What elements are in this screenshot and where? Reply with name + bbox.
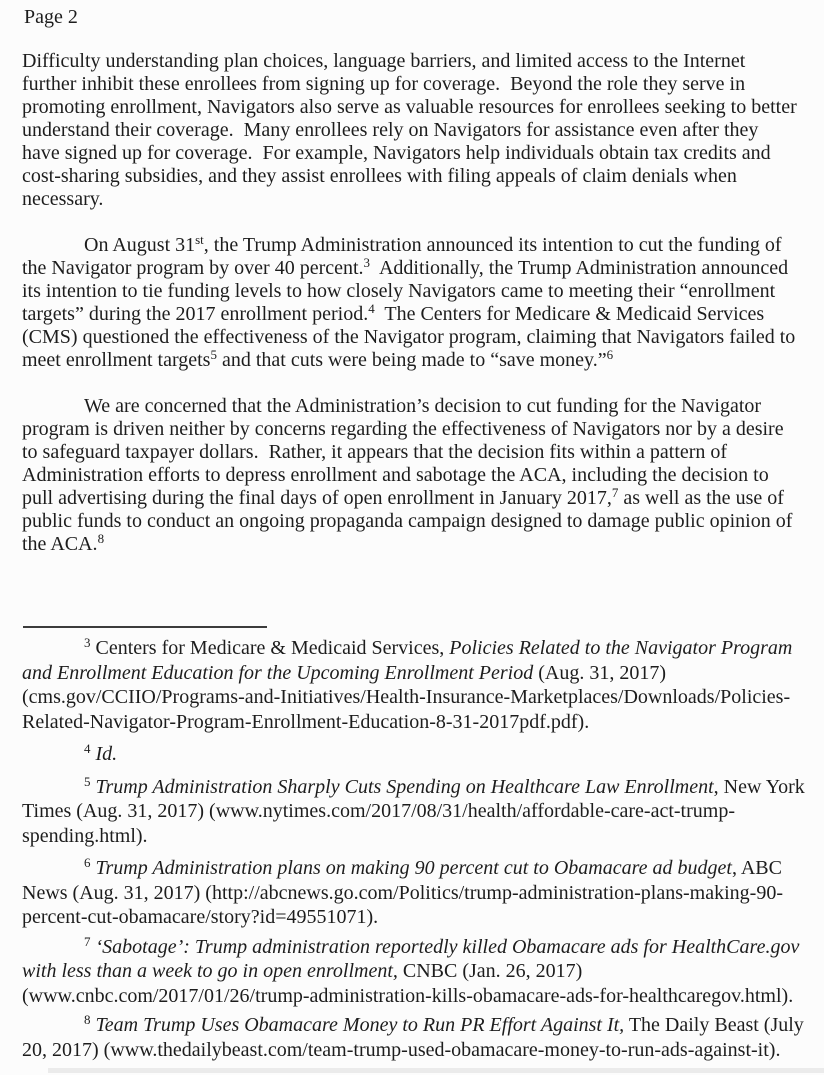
text-run: Trump Administration plans on making 90 percent cut to Obamacare ad budget — [95, 857, 732, 879]
footnote-marker: 8 — [84, 1012, 91, 1027]
footnote-marker: 7 — [84, 933, 91, 949]
footnote-marker: 4 — [84, 741, 91, 756]
footnote-marker: 4 — [368, 301, 375, 316]
footnote-marker: 7 — [611, 485, 619, 500]
footnote-7 — [22, 935, 806, 1009]
text-run: and that cuts were being made to “save money.” — [216, 349, 607, 371]
footnote-separator — [23, 626, 267, 628]
letter-body — [22, 50, 808, 556]
footnote-marker: 6 — [606, 347, 614, 362]
paragraph-1 — [22, 50, 800, 211]
text-run: , ABC News (Aug. 31, 2017) (http://abcnews.go.com/Politics/trump-administration-plans-making-90-percent-cut-obamacare/story?id=49551071). — [22, 857, 787, 928]
text-run: We are concerned that the Administration’s decision to cut funding for the Navigator program is driven neither by concerns regarding the effectiveness of Navigators nor by a desire to safeguard taxpayer dollars. Rather, it appears that the decision fits within a pattern of Administration efforts to depress enrollment and sabotage the ACA, including the decision to pull advertising during the final days of open enrollment in January 2017, — [22, 395, 789, 509]
text-run: , the Trump Administration announced its intention to cut the funding of the Navigator program by over 40 percent. — [22, 234, 787, 279]
footnote-4 — [22, 742, 806, 767]
paragraph-3 — [22, 395, 800, 556]
text-run: CNBC (Jan. 26, 2017) (www.cnbc.com/2017/01/26/trump-administration-kills-obamacare-ads-for-healthcaregov.html). — [22, 960, 794, 1007]
footnotes-section — [22, 636, 808, 1062]
text-run: The Daily Beast (July 20, 2017) (www.thedailybeast.com/team-trump-used-obamacare-money-to-run-ads-against-it). — [22, 1014, 809, 1061]
footnote-marker: 3 — [84, 635, 91, 650]
text-run: On August 31 — [84, 234, 196, 256]
footnote-marker: st — [195, 232, 204, 247]
footnote-marker: 6 — [84, 855, 91, 870]
text-run: ‘Sabotage’: Trump administration reportedly killed Obamacare ads for HealthCare.gov with less than a week to go in open enrollment, — [22, 935, 805, 982]
footnote-6 — [22, 856, 806, 930]
text-run: (Aug. 31, 2017) (cms.gov/CCIIO/Programs-and-Initiatives/Health-Insurance-Marketplaces/Downloads/Policies-Related-Navigator-Program-Enrollment-Education-8-31-2017pdf.pdf). — [22, 661, 791, 733]
page-number: Page 2 — [24, 6, 78, 28]
footnote-marker: 8 — [97, 531, 105, 546]
text-run: , New York Times (Aug. 31, 2017) (www.nytimes.com/2017/08/31/health/affordable-care-act-trump-spending.html). — [22, 775, 810, 847]
paragraph-2 — [22, 234, 800, 372]
footnote-marker: 5 — [210, 347, 217, 362]
footnote-5 — [22, 773, 810, 849]
footnote-marker: 5 — [84, 773, 91, 789]
text-run: Policies Related to the Navigator Program and Enrollment Education for the Upcoming Enrollment Period — [22, 637, 798, 684]
text-run: Team Trump Uses Obamacare Money to Run PR Effort Against It, — [95, 1014, 625, 1036]
text-run: The Centers for Medicare & Medicaid Services (CMS) questioned the effectiveness of the Navigator program, claiming that Navigators failed to meet enrollment targets — [22, 303, 801, 371]
text-run: Trump Administration Sharply Cuts Spending on Healthcare Law Enrollment — [95, 775, 714, 798]
footnote-8 — [22, 1012, 809, 1062]
text-run: Centers for Medicare & Medicaid Services, — [90, 637, 450, 659]
footnote-marker: 3 — [363, 255, 371, 270]
footnote-3 — [22, 636, 806, 734]
text-run: as well as the use of public funds to conduct an ongoing propaganda campaign designed to damage public opinion of the ACA. — [22, 487, 798, 555]
text-run: Id. — [95, 743, 118, 765]
text-run: Difficulty understanding plan choices, language barriers, and limited access to the Internet further inhibit these enrollees from signing up for coverage. Beyond the role they serve in promoting enrollment, Navigators also serve as valuable resources for enrollees seeking to better understand their coverage. Many enrollees rely on Navigators for assistance even after they have signed up for coverage. For example, Navigators help individuals obtain tax credits and cost-sharing subsidies, and they assist enrollees with filing appeals of claim denials when necessary. — [22, 50, 802, 210]
text-run: Additionally, the Trump Administration announced its intention to tie funding levels to how closely Navigators came to meeting their “enrollment targets” during the 2017 enrollment period. — [22, 257, 794, 325]
